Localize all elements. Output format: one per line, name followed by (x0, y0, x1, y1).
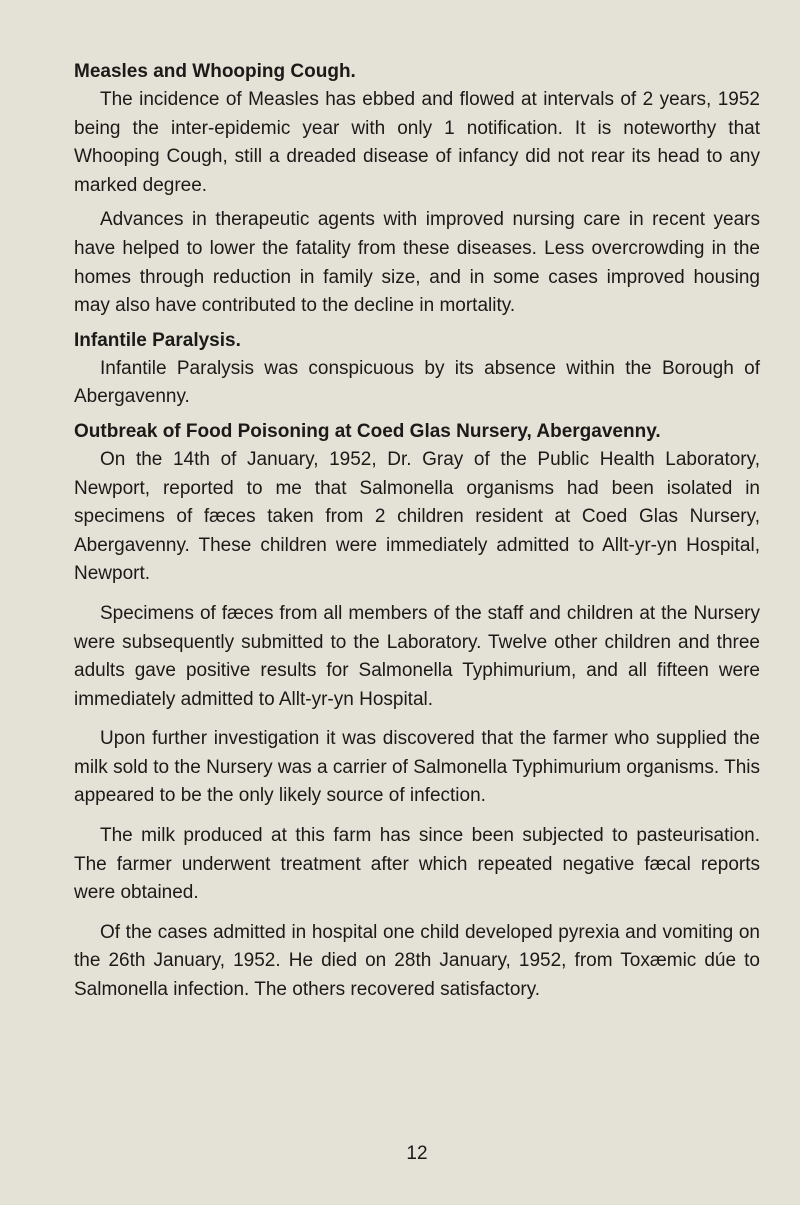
section-heading-food-poisoning: Outbreak of Food Poisoning at Coed Glas Nursery, Abergavenny. (74, 420, 661, 442)
paragraph: On the 14th of January, 1952, Dr. Gray of the Public Health Laboratory, Newport, reported to me that Salmonella organisms had been isolated in specimens of fæces taken from 2 children resident at Coed Glas Nursery, Abergavenny. These children were immediately admitted to Allt-yr-yn Hospital, Newport. (74, 448, 760, 585)
paragraph: Advances in therapeutic agents with improved nursing care in recent years have helped to lower the fatality from these diseases. Less overcrowding in the homes through reduction in family size, and in some cases improved housing may also have contributed to the decline in mortality. (74, 209, 760, 317)
paragraph: Infantile Paralysis was conspicuous by its absence within the Borough of Abergavenny. (74, 357, 760, 408)
paragraph: The milk produced at this farm has since been subjected to pasteurisation. The farmer underwent treatment after which repeated negative fæcal reports were obtained. (74, 825, 760, 904)
section-heading-measles: Measles and Whooping Cough. (74, 61, 356, 82)
paragraph: Specimens of fæces from all members of the staff and children at the Nursery were subsequently submitted to the Laboratory. Twelve other children and three adults gave positive results for Salmonella Typhimurium, and all fifteen were immediately admitted to Allt-yr-yn Hospital. (74, 602, 760, 710)
page-number: 12 (406, 1143, 428, 1164)
paragraph: Upon further investigation it was discovered that the farmer who supplied the milk sold to the Nursery was a carrier of Salmonella Typhimurium organisms. This appeared to be the only likely source of infection. (74, 728, 760, 807)
paragraph: The incidence of Measles has ebbed and flowed at intervals of 2 years, 1952 being the inter-epidemic year with only 1 notification. It is noteworthy that Whooping Cough, still a dreaded disease of infancy did not rear its head to any marked degree. (74, 89, 760, 196)
paragraph: Of the cases admitted in hospital one child developed pyrexia and vomiting on the 26th January, 1952. He died on 28th January, 1952, from Toxæmic dúe to Salmonella infection. The others recovered satisfactory. (74, 921, 760, 1001)
section-heading-infantile-paralysis: Infantile Paralysis. (74, 329, 241, 351)
